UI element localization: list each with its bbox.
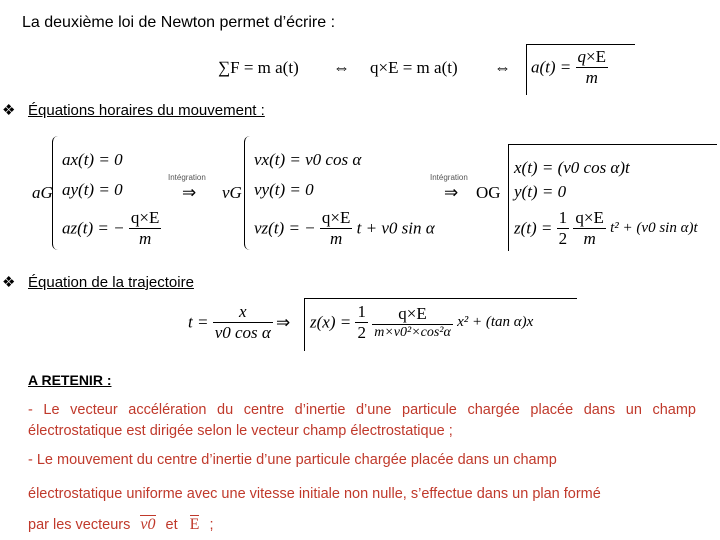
newton-force-formula: q×E = m a(t) (370, 58, 458, 77)
retenir-semicolon: ; (209, 517, 214, 533)
section-heading-equations: Équations horaires du mouvement : (28, 102, 265, 119)
accel-z-den: m (138, 229, 152, 248)
accel-z (62, 208, 161, 249)
retenir-paragraph-2-line-2: électrostatique uniforme avec une vitesse initiale non nulle, s’effectue dans un plan formé (28, 486, 601, 502)
trajectory-frac2-num: q×E (372, 304, 453, 325)
position-z-c2: 2 (558, 229, 568, 248)
retenir-vector-e: E (189, 516, 200, 533)
equivalence-arrow-1: ⇔ (333, 58, 350, 77)
accel-z-lhs: az(t) = − (62, 218, 125, 238)
newton-result-box (526, 44, 635, 95)
section-heading-trajectory: Équation de la trajectoire (28, 274, 194, 291)
retenir-vectors-text: par les vecteurs (28, 517, 131, 533)
velocity-z-rhs: t + v0 sin α (356, 218, 435, 238)
position-x: x(t) = (v0 cos α)t (514, 158, 630, 177)
velocity-vector-label: vG (222, 183, 242, 202)
position-z-rhs: t² + (v0 sin α)t (610, 220, 698, 236)
trajectory-t (188, 302, 273, 343)
velocity-y: vy(t) = 0 (254, 180, 314, 199)
diamond-bullet-icon: ❖ (2, 103, 16, 119)
integration-label-2: Intégration (430, 173, 468, 182)
position-z (514, 208, 698, 249)
accel-y: ay(t) = 0 (62, 180, 123, 199)
trajectory-rhs: x² + (tan α)x (457, 314, 534, 330)
accel-x: ax(t) = 0 (62, 150, 123, 169)
trajectory-t-den: v0 cos α (214, 323, 271, 342)
integration-label-1: Intégration (168, 173, 206, 182)
accel-z-num: q×E (130, 208, 160, 227)
retenir-paragraph-2-line-1: - Le mouvement du centre d’inertie d’une particule chargée placée dans un champ (28, 452, 557, 468)
equivalence-arrow-2: ⇔ (494, 58, 511, 77)
retenir-paragraph-2-line-3 (28, 516, 214, 534)
trajectory-frac1-den: 2 (357, 323, 366, 342)
retenir-vector-v0: v0 (140, 516, 156, 533)
newton-result-lhs: a(t) = (531, 57, 572, 77)
velocity-z-num: q×E (321, 208, 351, 227)
trajectory-z (310, 302, 533, 343)
velocity-z (254, 208, 435, 249)
newton-result-num-q: q (577, 47, 587, 66)
accel-brace (52, 136, 59, 250)
newton-sum-formula (218, 58, 299, 78)
newton-result-den: m (585, 68, 598, 87)
newton-result-fraction (576, 47, 608, 88)
position-z-c1: 1 (558, 208, 568, 227)
retenir-heading: A RETENIR : (28, 372, 112, 388)
newton-result-num-e: ×E (586, 47, 607, 66)
page-title: La deuxième loi de Newton permet d’écrire : (22, 14, 336, 31)
trajectory-frac1-num: 1 (357, 302, 366, 321)
velocity-z-den: m (330, 229, 343, 248)
trajectory-t-lhs: t = (188, 312, 209, 332)
retenir-paragraph-1: - Le vecteur accélération du centre d’inertie d’une particule chargée placée dans un champ électrostatique est dirigée selon le vecteur champ électrostatique ; (28, 402, 696, 439)
newton-sum: ∑F = m a(t) (218, 58, 299, 77)
position-z-num: q×E (575, 208, 604, 227)
position-z-lhs: z(t) = (514, 218, 553, 238)
accel-vector-label: aG (32, 183, 53, 202)
position-y: y(t) = 0 (514, 182, 567, 201)
trajectory-frac2-den: m×v0²×cos²α (374, 325, 451, 340)
position-z-den: m (583, 229, 596, 248)
velocity-x: vx(t) = v0 cos α (254, 150, 362, 169)
retenir-and: et (165, 517, 178, 533)
diamond-bullet-icon-2: ❖ (2, 275, 16, 291)
implies-arrow-3: ⇒ (276, 313, 291, 332)
trajectory-t-num: x (213, 302, 273, 323)
implies-arrow-2: ⇒ (444, 183, 459, 202)
implies-arrow-1: ⇒ (182, 183, 197, 202)
position-vector-label: OG (476, 183, 501, 202)
velocity-brace (244, 136, 251, 250)
velocity-z-lhs: vz(t) = − (254, 218, 316, 238)
trajectory-z-lhs: z(x) = (310, 312, 352, 332)
